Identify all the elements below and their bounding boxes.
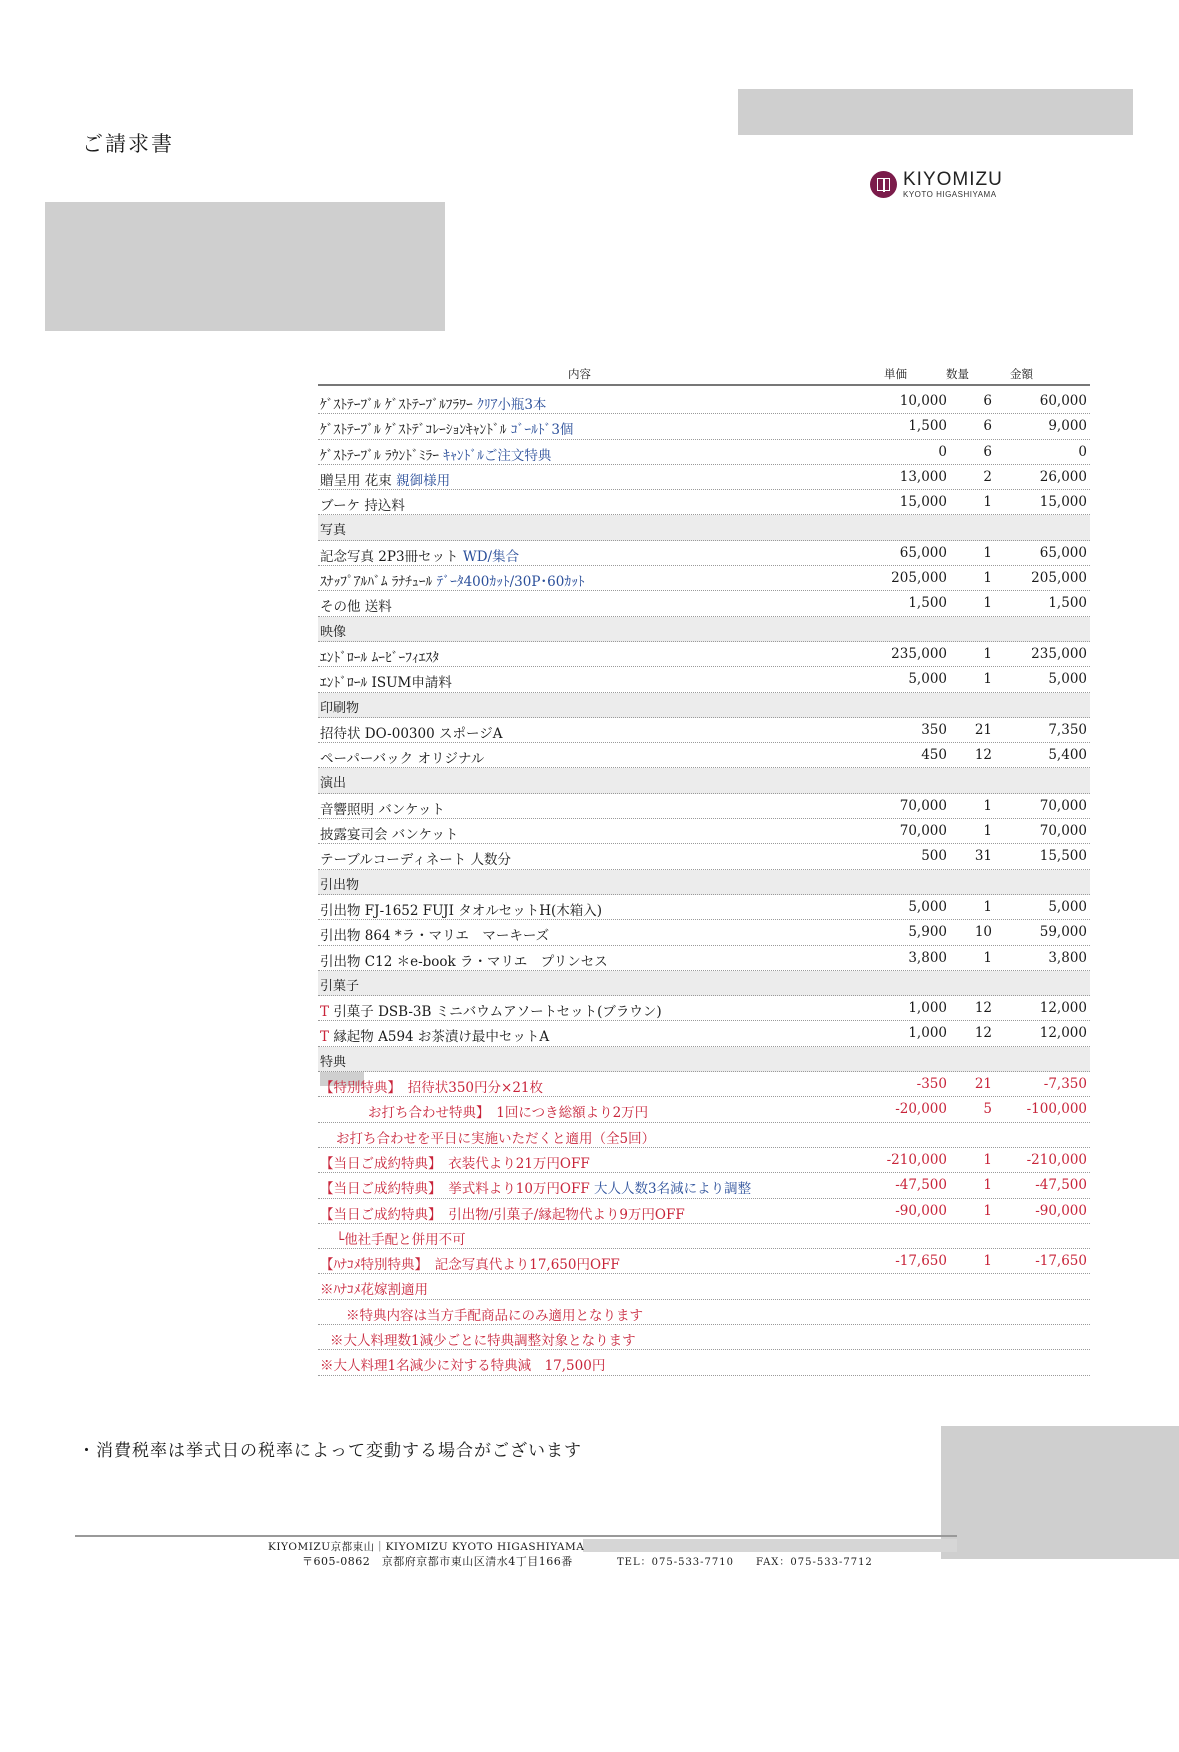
table-row bbox=[318, 996, 1090, 1021]
row-qty: 1 bbox=[983, 494, 992, 511]
row-desc-text: ブーケ 持込料 bbox=[320, 498, 405, 515]
row-description bbox=[320, 823, 458, 843]
row-amount: 15,500 bbox=[1039, 848, 1087, 865]
table-row bbox=[318, 1199, 1090, 1224]
row-desc-note: ｷｬﾝﾄﾞﾙご注文特典 bbox=[443, 447, 552, 464]
column-qty: 数量 bbox=[946, 367, 969, 381]
row-description bbox=[320, 1152, 590, 1172]
row-description bbox=[346, 1304, 643, 1324]
row-desc-text: 引菓子 DSB-3B ミニバウムアソートセット(ブラウン) bbox=[333, 1004, 662, 1021]
table-row bbox=[318, 465, 1090, 490]
row-qty: 12 bbox=[974, 747, 992, 764]
row-desc-text: ｴﾝﾄﾞﾛｰﾙ ﾑｰﾋﾞｰﾌｨｴｽﾀ bbox=[320, 649, 440, 666]
row-desc-text: お打ち合わせ特典】 1回につき総額より2万円 bbox=[368, 1105, 649, 1122]
row-description bbox=[320, 494, 405, 514]
row-qty: 10 bbox=[974, 924, 992, 941]
redacted-block-top bbox=[738, 89, 1133, 135]
section-label: 引菓子 bbox=[320, 978, 360, 994]
table-row bbox=[318, 1173, 1090, 1198]
row-price: 205,000 bbox=[891, 570, 947, 587]
row-qty: 1 bbox=[983, 1202, 992, 1219]
row-amount: 7,350 bbox=[1048, 721, 1087, 738]
row-amount: 5,000 bbox=[1048, 671, 1087, 688]
row-qty: 1 bbox=[983, 671, 992, 688]
row-description bbox=[336, 1228, 466, 1248]
table-row bbox=[318, 718, 1090, 743]
row-qty: 1 bbox=[983, 1177, 992, 1194]
row-desc-text: 【当日ご成約特典】 衣装代より21万円OFF bbox=[320, 1155, 590, 1172]
row-description bbox=[320, 545, 519, 565]
table-row bbox=[318, 895, 1090, 920]
row-qty: 1 bbox=[983, 823, 992, 840]
invoice-table bbox=[318, 389, 1090, 1376]
row-price: 1,500 bbox=[908, 595, 947, 612]
table-row bbox=[318, 1325, 1090, 1350]
row-price: -350 bbox=[916, 1076, 947, 1093]
table-row bbox=[318, 389, 1090, 414]
section-label: 特典 bbox=[320, 1054, 347, 1070]
row-amount: -47,500 bbox=[1035, 1177, 1087, 1194]
row-desc-text: ※大人料理1名減少に対する特典減 17,500円 bbox=[320, 1358, 606, 1375]
row-qty: 1 bbox=[983, 898, 992, 915]
row-qty: 6 bbox=[983, 418, 992, 435]
row-desc-text: ｹﾞｽﾄﾃｰﾌﾞﾙ ﾗｳﾝﾄﾞﾐﾗｰ bbox=[320, 447, 440, 464]
column-desc: 内容 bbox=[568, 367, 591, 381]
row-description bbox=[320, 570, 585, 590]
section-header bbox=[318, 870, 1090, 895]
table-row bbox=[318, 819, 1090, 844]
row-desc-text: ペーパーバック オリジナル bbox=[320, 751, 485, 768]
row-desc-note: WD/集合 bbox=[462, 548, 520, 565]
row-amount: 235,000 bbox=[1031, 645, 1087, 662]
row-amount: 26,000 bbox=[1039, 468, 1087, 485]
table-row bbox=[318, 1021, 1090, 1046]
brand-emblem-icon bbox=[870, 171, 897, 198]
row-desc-text: 贈呈用 花束 bbox=[320, 472, 392, 489]
row-desc-text: 【ﾊﾅｺﾒ特別特典】 記念写真代より17,650円OFF bbox=[320, 1257, 620, 1274]
row-amount: 59,000 bbox=[1039, 924, 1087, 941]
row-amount: -17,650 bbox=[1035, 1253, 1087, 1270]
row-description bbox=[320, 1253, 620, 1273]
row-amount: 12,000 bbox=[1039, 1000, 1087, 1017]
table-row bbox=[318, 414, 1090, 439]
row-description bbox=[320, 798, 445, 818]
row-description bbox=[320, 595, 392, 615]
row-description bbox=[320, 418, 573, 438]
row-qty: 21 bbox=[974, 721, 992, 738]
row-description bbox=[368, 1101, 648, 1121]
table-row bbox=[318, 591, 1090, 616]
row-qty: 6 bbox=[983, 393, 992, 409]
section-header bbox=[318, 693, 1090, 718]
row-description bbox=[320, 671, 452, 691]
row-description bbox=[320, 1278, 428, 1298]
table-row bbox=[318, 844, 1090, 869]
table-row bbox=[318, 1249, 1090, 1274]
column-header bbox=[318, 362, 1090, 386]
row-description bbox=[330, 1329, 636, 1349]
row-desc-note: ﾃﾞｰﾀ400ｶｯﾄ/30P･60ｶｯﾄ bbox=[436, 574, 585, 591]
row-price: 1,500 bbox=[908, 418, 947, 435]
footer-company: KIYOMIZU京都東山｜KIYOMIZU KYOTO HIGASHIYAMA bbox=[268, 1541, 585, 1553]
row-desc-text: テーブルコーディネート 人数分 bbox=[320, 852, 511, 869]
table-row bbox=[318, 1350, 1090, 1375]
brand-logo-block bbox=[870, 170, 1003, 199]
row-desc-text: 縁起物 A594 お茶漬け最中セットA bbox=[333, 1029, 550, 1046]
row-desc-text: └他社手配と併用不可 bbox=[336, 1231, 466, 1248]
row-price: 450 bbox=[921, 747, 947, 764]
brand-subtitle: KYOTO HIGASHIYAMA bbox=[903, 190, 997, 199]
row-price: -47,500 bbox=[895, 1177, 947, 1194]
footer-tel: TEL：075-533-7710 bbox=[617, 1557, 734, 1568]
row-amount: -7,350 bbox=[1043, 1076, 1087, 1093]
row-desc-text: ｴﾝﾄﾞﾛｰﾙ ISUM申請料 bbox=[320, 675, 452, 692]
row-qty: 1 bbox=[983, 570, 992, 587]
row-desc-text: ※大人料理数1減少ごとに特典調整対象となります bbox=[330, 1332, 636, 1349]
row-price: -20,000 bbox=[895, 1101, 947, 1118]
row-desc-text: 【当日ご成約特典】 挙式料より10万円OFF bbox=[320, 1181, 590, 1198]
row-desc-text: 音響照明 バンケット bbox=[320, 801, 445, 818]
row-desc-text: ※特典内容は当方手配商品にのみ適用となります bbox=[346, 1307, 643, 1324]
row-mark: T bbox=[320, 1004, 330, 1021]
row-description bbox=[320, 924, 549, 944]
footer-divider bbox=[75, 1535, 957, 1537]
row-desc-note: 大人人数3名減により調整 bbox=[594, 1181, 752, 1198]
row-price: 5,000 bbox=[908, 898, 947, 915]
row-price: 350 bbox=[921, 721, 947, 738]
row-qty: 21 bbox=[974, 1076, 992, 1093]
row-desc-text: お打ち合わせを平日に実施いただくと適用（全5回） bbox=[336, 1130, 656, 1147]
row-price: 235,000 bbox=[891, 645, 947, 662]
row-amount: -100,000 bbox=[1026, 1101, 1087, 1118]
row-amount: -90,000 bbox=[1035, 1202, 1087, 1219]
row-price: 1,000 bbox=[908, 1000, 947, 1017]
table-row bbox=[318, 1148, 1090, 1173]
table-row bbox=[318, 1274, 1090, 1299]
tax-note: ・消費税率は挙式日の税率によって変動する場合がございます bbox=[78, 1441, 582, 1461]
row-qty: 2 bbox=[983, 468, 992, 485]
row-amount: -210,000 bbox=[1026, 1151, 1087, 1168]
row-amount: 70,000 bbox=[1039, 823, 1087, 840]
row-desc-text: ｽﾅｯﾌﾟｱﾙﾊﾞﾑ ﾗﾅﾁｭｰﾙ bbox=[320, 574, 433, 591]
redacted-footer-strip bbox=[583, 1539, 957, 1552]
column-amount: 金額 bbox=[1010, 367, 1033, 381]
row-description bbox=[320, 1025, 549, 1045]
row-amount: 205,000 bbox=[1031, 570, 1087, 587]
section-header bbox=[318, 971, 1090, 996]
row-price: 10,000 bbox=[899, 393, 947, 409]
table-row bbox=[318, 440, 1090, 465]
row-amount: 70,000 bbox=[1039, 797, 1087, 814]
table-row bbox=[318, 946, 1090, 971]
row-desc-note: ｺﾞｰﾙﾄﾞ3個 bbox=[510, 422, 574, 439]
row-description bbox=[320, 469, 450, 489]
row-price: 3,800 bbox=[908, 949, 947, 966]
section-header bbox=[318, 617, 1090, 642]
row-qty: 1 bbox=[983, 544, 992, 561]
row-amount: 0 bbox=[1078, 443, 1087, 460]
row-description bbox=[320, 444, 551, 464]
row-price: -17,650 bbox=[895, 1253, 947, 1270]
table-row bbox=[318, 1224, 1090, 1249]
row-desc-text: 引出物 C12 ＊e-book ラ・マリエ プリンセス bbox=[320, 953, 608, 970]
section-label: 写真 bbox=[320, 523, 347, 539]
row-description bbox=[336, 1127, 655, 1147]
row-amount: 9,000 bbox=[1048, 418, 1087, 435]
row-price: 13,000 bbox=[899, 468, 947, 485]
table-row bbox=[318, 1072, 1090, 1097]
row-qty: 1 bbox=[983, 797, 992, 814]
table-row bbox=[318, 566, 1090, 591]
row-description bbox=[320, 747, 484, 767]
row-amount: 15,000 bbox=[1039, 494, 1087, 511]
table-row bbox=[318, 642, 1090, 667]
row-qty: 1 bbox=[983, 949, 992, 966]
brand-name: KIYOMIZU bbox=[903, 169, 1003, 190]
row-qty: 12 bbox=[974, 1025, 992, 1042]
redacted-total-block bbox=[941, 1426, 1179, 1559]
row-desc-text: ｹﾞｽﾄﾃｰﾌﾞﾙ ｹﾞｽﾄﾃﾞｺﾚｰｼｮﾝｷｬﾝﾄﾞﾙ bbox=[320, 422, 507, 439]
row-description bbox=[320, 1354, 605, 1374]
table-row bbox=[318, 541, 1090, 566]
row-desc-text: 【当日ご成約特典】 引出物/引菓子/縁起物代より9万円OFF bbox=[320, 1206, 685, 1223]
row-desc-text: 引出物 FJ-1652 FUJI タオルセットH(木箱入) bbox=[320, 902, 603, 919]
document-title: ご請求書 bbox=[82, 132, 174, 156]
row-description bbox=[320, 646, 439, 666]
table-row bbox=[318, 920, 1090, 945]
footer-address: 〒605-0862 京都府京都市東山区清水4丁目166番 bbox=[302, 1555, 573, 1568]
row-amount: 5,400 bbox=[1048, 747, 1087, 764]
row-description bbox=[320, 393, 546, 413]
row-price: 70,000 bbox=[899, 797, 947, 814]
row-amount: 65,000 bbox=[1039, 544, 1087, 561]
row-qty: 31 bbox=[974, 848, 992, 865]
row-desc-text: その他 送料 bbox=[320, 599, 392, 616]
row-price: 15,000 bbox=[899, 494, 947, 511]
section-label: 引出物 bbox=[320, 877, 360, 893]
row-price: 1,000 bbox=[908, 1025, 947, 1042]
row-desc-note: ｸﾘｱ小瓶3本 bbox=[477, 397, 547, 413]
row-price: 5,000 bbox=[908, 671, 947, 688]
row-qty: 12 bbox=[974, 1000, 992, 1017]
row-mark: T bbox=[320, 1029, 330, 1046]
row-price: 5,900 bbox=[908, 924, 947, 941]
table-row bbox=[318, 1123, 1090, 1148]
row-amount: 1,500 bbox=[1048, 595, 1087, 612]
row-description bbox=[320, 722, 502, 742]
row-qty: 1 bbox=[983, 595, 992, 612]
row-description bbox=[320, 899, 602, 919]
section-header bbox=[318, 1047, 1090, 1072]
table-row bbox=[318, 794, 1090, 819]
section-header bbox=[318, 515, 1090, 540]
row-description bbox=[320, 1076, 543, 1096]
row-desc-text: 記念写真 2P3冊セット bbox=[320, 548, 459, 565]
row-price: -210,000 bbox=[886, 1151, 947, 1168]
row-desc-note: 親御様用 bbox=[396, 472, 451, 489]
column-price: 単価 bbox=[884, 367, 907, 381]
row-desc-text: 【特別特典】 招待状350円分×21枚 bbox=[320, 1080, 544, 1097]
section-label: 印刷物 bbox=[320, 700, 360, 716]
table-row bbox=[318, 490, 1090, 515]
row-qty: 1 bbox=[983, 1253, 992, 1270]
row-amount: 12,000 bbox=[1039, 1025, 1087, 1042]
row-description bbox=[320, 950, 608, 970]
table-row bbox=[318, 1300, 1090, 1325]
row-price: 500 bbox=[921, 848, 947, 865]
section-label: 映像 bbox=[320, 624, 347, 640]
footer-fax: FAX：075-533-7712 bbox=[756, 1557, 873, 1568]
row-desc-text: 引出物 864 *ラ・マリエ マーキーズ bbox=[320, 928, 550, 945]
table-row bbox=[318, 667, 1090, 692]
table-row bbox=[318, 1097, 1090, 1122]
row-qty: 6 bbox=[983, 443, 992, 460]
row-amount: 60,000 bbox=[1039, 393, 1087, 409]
row-qty: 5 bbox=[983, 1101, 992, 1118]
row-amount: 3,800 bbox=[1048, 949, 1087, 966]
section-label: 演出 bbox=[320, 776, 347, 792]
row-description bbox=[320, 848, 511, 868]
table-row bbox=[318, 743, 1090, 768]
row-desc-text: ｹﾞｽﾄﾃｰﾌﾞﾙ ｹﾞｽﾄﾃｰﾌﾞﾙﾌﾗﾜｰ bbox=[320, 397, 473, 413]
row-description bbox=[320, 1177, 751, 1197]
redacted-recipient-block bbox=[45, 202, 445, 331]
row-price: 65,000 bbox=[899, 544, 947, 561]
row-description bbox=[320, 1203, 685, 1223]
row-price: -90,000 bbox=[895, 1202, 947, 1219]
row-price: 0 bbox=[938, 443, 947, 460]
row-desc-text: 招待状 DO-00300 スポージA bbox=[320, 725, 503, 742]
row-description bbox=[320, 1000, 662, 1020]
row-qty: 1 bbox=[983, 645, 992, 662]
section-header bbox=[318, 768, 1090, 793]
row-amount: 5,000 bbox=[1048, 898, 1087, 915]
row-desc-text: 披露宴司会 バンケット bbox=[320, 827, 459, 844]
row-price: 70,000 bbox=[899, 823, 947, 840]
row-qty: 1 bbox=[983, 1151, 992, 1168]
row-desc-text: ※ﾊﾅｺﾒ花嫁割適用 bbox=[320, 1282, 428, 1299]
